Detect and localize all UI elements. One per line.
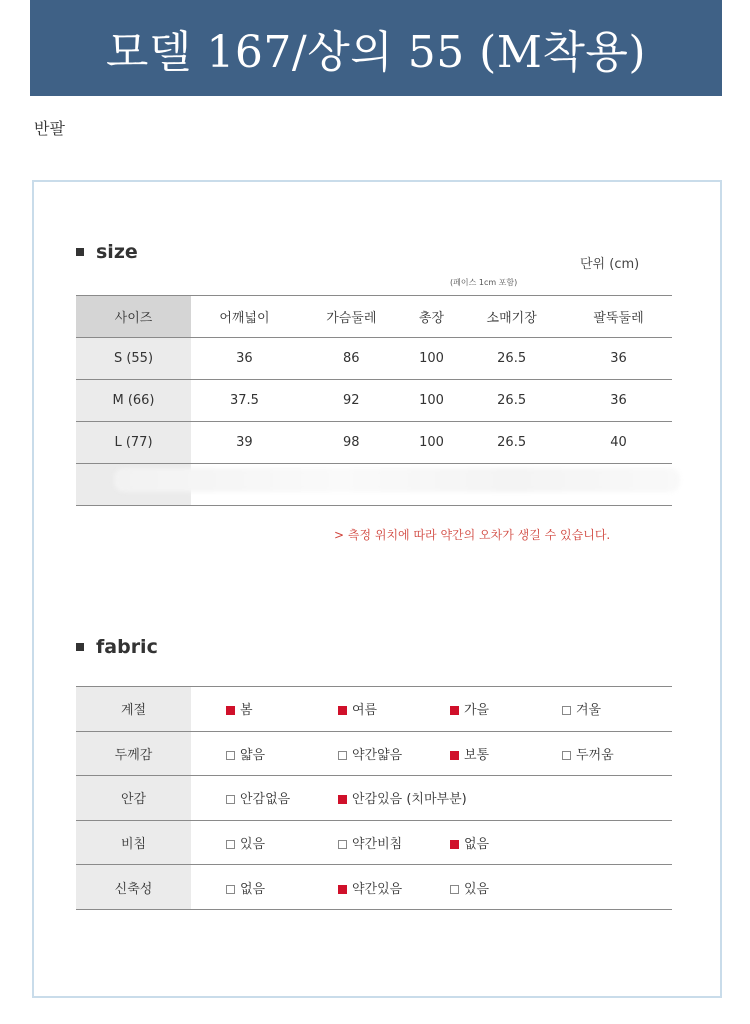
fabric-option-cell [303, 865, 415, 910]
fabric-row [76, 865, 672, 910]
size-section-title [76, 241, 138, 263]
fabric-option-label: 여름 [352, 703, 378, 719]
fabric-label-cell: 안감 [76, 776, 191, 821]
fabric-option-label: 약간비침 [352, 837, 403, 853]
fabric-option-cell [527, 687, 672, 732]
size-title-text: size [96, 241, 138, 263]
fabric-option-cell [191, 731, 303, 776]
fabric-option-cell [527, 731, 672, 776]
fabric-option-cell [415, 731, 527, 776]
fabric-label-cell: 비침 [76, 820, 191, 865]
fabric-option-label: 없음 [240, 881, 266, 897]
table-cell: 26.5 [458, 380, 565, 422]
table-cell: 100 [405, 380, 458, 422]
fabric-label-cell: 계절 [76, 687, 191, 732]
fabric-option-cell [303, 776, 672, 821]
fabric-option-cell [527, 820, 672, 865]
size-table-header [76, 296, 672, 338]
fabric-option-cell [415, 865, 527, 910]
checked-box-icon [450, 751, 459, 760]
fabric-row [76, 776, 672, 821]
fabric-option-label: 있음 [240, 837, 266, 853]
fabric-option-label: 가을 [464, 703, 490, 719]
fabric-option-label: 약간있음 [352, 881, 403, 897]
size-label-cell: L (77) [76, 422, 191, 464]
fabric-label-cell: 두께감 [76, 731, 191, 776]
table-cell: 36 [565, 380, 672, 422]
fabric-option-label: 안감없음 [240, 792, 291, 808]
table-cell: 37.5 [191, 380, 298, 422]
table-cell: 100 [405, 338, 458, 380]
fabric-option-cell [191, 820, 303, 865]
fabric-section-title [76, 636, 158, 658]
square-bullet-icon [76, 643, 84, 651]
fabric-option-label: 있음 [464, 881, 490, 897]
fabric-row [76, 820, 672, 865]
blur-overlay [114, 468, 680, 492]
table-cell: 98 [298, 422, 405, 464]
unchecked-box-icon [226, 751, 235, 760]
fabric-option-cell [303, 731, 415, 776]
measurement-disclaimer: > 측정 위치에 따라 약간의 오차가 생길 수 있습니다. [334, 528, 611, 542]
fabric-row [76, 687, 672, 732]
table-cell: 39 [191, 422, 298, 464]
fabric-option-label: 보통 [464, 747, 490, 763]
unit-label: 단위 (cm) [580, 257, 640, 272]
fabric-option-label: 봄 [240, 703, 253, 719]
unchecked-box-icon [226, 840, 235, 849]
fabric-option-label: 안감있음 (치마부분) [352, 792, 467, 808]
fabric-label-cell: 신축성 [76, 865, 191, 910]
table-row [76, 338, 672, 380]
unchecked-box-icon [226, 885, 235, 894]
fabric-option-label: 두꺼움 [576, 747, 614, 763]
unchecked-box-icon [226, 795, 235, 804]
size-label-cell: S (55) [76, 338, 191, 380]
table-header-cell: 가슴둘레 [298, 296, 405, 338]
fabric-row [76, 731, 672, 776]
table-cell: 26.5 [458, 338, 565, 380]
fabric-option-cell [191, 776, 303, 821]
table-cell: 26.5 [458, 422, 565, 464]
fabric-option-label: 겨울 [576, 703, 602, 719]
square-bullet-icon [76, 248, 84, 256]
fabric-option-label: 약간얇음 [352, 747, 403, 763]
measurement-note-small: (페이스 1cm 포함) [450, 278, 518, 287]
table-header-cell: 사이즈 [76, 296, 191, 338]
table-cell: 92 [298, 380, 405, 422]
fabric-option-cell [303, 687, 415, 732]
unchecked-box-icon [338, 751, 347, 760]
fabric-option-cell [527, 865, 672, 910]
table-cell: 86 [298, 338, 405, 380]
checked-box-icon [450, 840, 459, 849]
product-info-card [32, 180, 722, 998]
table-header-cell: 어깨넓이 [191, 296, 298, 338]
fabric-table [76, 686, 672, 910]
fabric-option-cell [191, 865, 303, 910]
unchecked-box-icon [562, 751, 571, 760]
fabric-option-cell [191, 687, 303, 732]
fabric-option-cell [303, 820, 415, 865]
category-label: 반팔 [34, 119, 65, 138]
table-header-cell: 총장 [405, 296, 458, 338]
checked-box-icon [226, 706, 235, 715]
table-cell: 36 [191, 338, 298, 380]
table-row [76, 422, 672, 464]
unchecked-box-icon [450, 885, 459, 894]
unchecked-box-icon [562, 706, 571, 715]
checked-box-icon [450, 706, 459, 715]
size-label-cell: M (66) [76, 380, 191, 422]
page-banner: 모델 167/상의 55 (M착용) [30, 0, 722, 96]
table-cell: 40 [565, 422, 672, 464]
table-header-cell: 소매기장 [458, 296, 565, 338]
unchecked-box-icon [338, 840, 347, 849]
fabric-option-cell [415, 687, 527, 732]
checked-box-icon [338, 885, 347, 894]
table-cell: 100 [405, 422, 458, 464]
table-header-cell: 팔뚝둘레 [565, 296, 672, 338]
fabric-option-label: 없음 [464, 837, 490, 853]
fabric-option-cell [415, 820, 527, 865]
checked-box-icon [338, 795, 347, 804]
table-row [76, 380, 672, 422]
table-cell: 36 [565, 338, 672, 380]
fabric-option-label: 얇음 [240, 747, 266, 763]
checked-box-icon [338, 706, 347, 715]
fabric-title-text: fabric [96, 636, 158, 658]
